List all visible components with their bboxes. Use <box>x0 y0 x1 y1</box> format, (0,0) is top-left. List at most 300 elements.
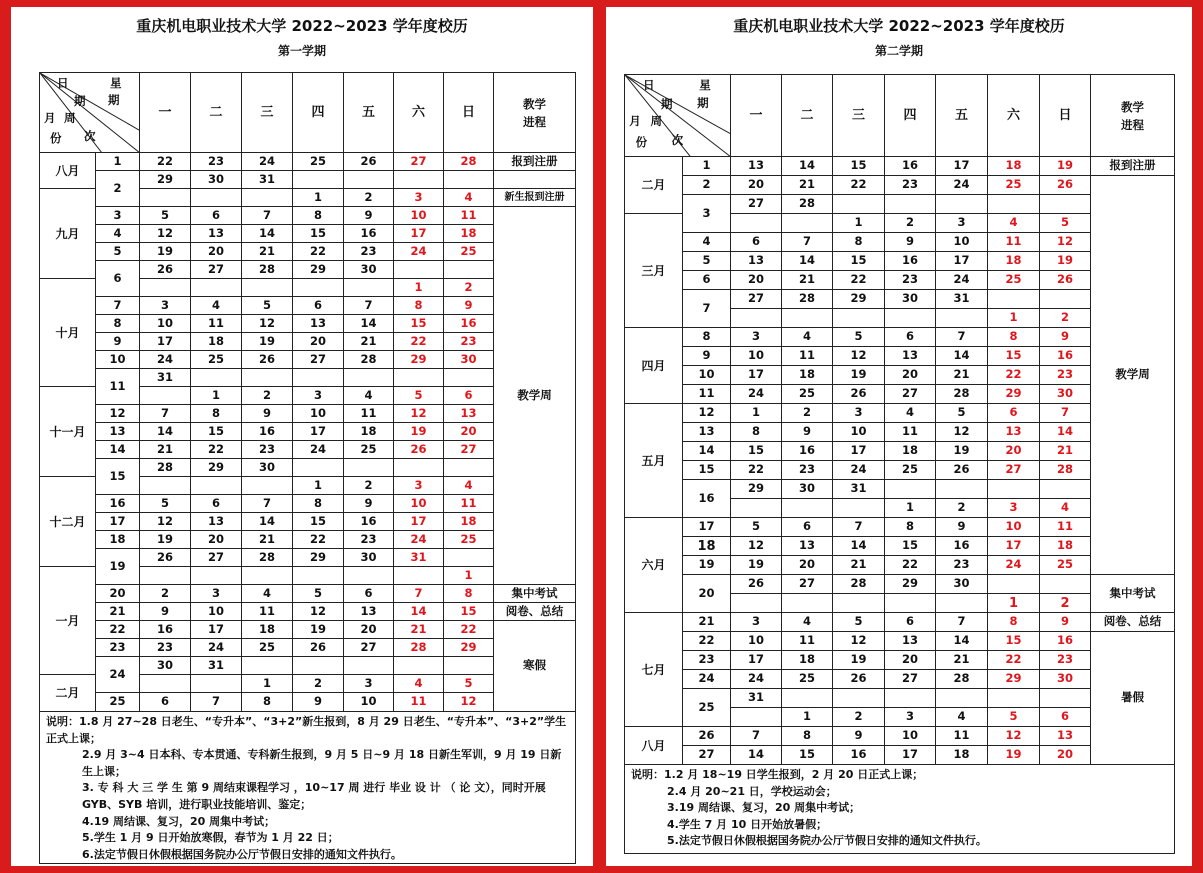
date-cell: 24 <box>293 441 344 459</box>
date-cell: 14 <box>140 423 191 441</box>
week-number-cell: 24 <box>96 657 140 693</box>
date-cell <box>191 675 242 693</box>
date-cell: 27 <box>731 290 782 309</box>
date-cell: 5 <box>731 518 782 537</box>
date-cell <box>293 567 344 585</box>
note-line: 说明：1.8 月 27~28 日老生、“专升本”、“3+2”新生报到，8 月 29 日老生、“专升本”、“3+2”学生正式上课； <box>46 715 567 745</box>
date-cell: 6 <box>191 495 242 513</box>
date-cell <box>833 689 885 708</box>
header-label-qi: 期 <box>661 96 673 111</box>
header-label-ci: 次 <box>84 129 96 144</box>
date-cell: 16 <box>444 315 494 333</box>
date-cell: 3 <box>833 404 885 423</box>
date-cell: 14 <box>936 347 988 366</box>
date-cell: 20 <box>191 243 242 261</box>
date-cell: 19 <box>394 423 444 441</box>
date-cell: 12 <box>242 315 293 333</box>
date-cell <box>731 309 782 328</box>
date-cell: 2 <box>1040 309 1091 328</box>
date-cell: 24 <box>731 670 782 689</box>
date-cell <box>394 567 444 585</box>
date-cell: 25 <box>444 531 494 549</box>
date-cell: 23 <box>242 441 293 459</box>
date-cell <box>140 567 191 585</box>
date-cell: 6 <box>885 328 936 347</box>
date-cell <box>394 459 444 477</box>
date-cell: 24 <box>140 351 191 369</box>
date-cell: 31 <box>140 369 191 387</box>
date-cell: 18 <box>1040 537 1091 556</box>
date-cell: 19 <box>242 333 293 351</box>
note-line: 5.法定节假日休假根据国务院办公厅节假日安排的通知文件执行。 <box>667 834 987 848</box>
date-cell: 10 <box>833 423 885 442</box>
date-cell: 29 <box>988 670 1040 689</box>
date-cell: 26 <box>1040 271 1091 290</box>
date-cell: 27 <box>444 441 494 459</box>
date-cell: 7 <box>242 207 293 225</box>
date-cell: 10 <box>936 233 988 252</box>
date-cell: 1 <box>885 499 936 518</box>
date-cell: 25 <box>191 351 242 369</box>
week-number-cell: 2 <box>96 171 140 207</box>
date-cell: 8 <box>988 613 1040 632</box>
month-cell: 八月 <box>625 727 683 765</box>
date-cell: 13 <box>191 225 242 243</box>
date-cell <box>344 657 394 675</box>
semester-2-subtitle: 第二学期 <box>874 44 923 58</box>
date-cell: 10 <box>731 347 782 366</box>
date-cell: 4 <box>191 297 242 315</box>
date-cell <box>936 309 988 328</box>
date-cell: 6 <box>731 233 782 252</box>
date-cell: 1 <box>833 214 885 233</box>
date-cell: 20 <box>344 621 394 639</box>
date-cell: 17 <box>936 252 988 271</box>
week-number-cell: 1 <box>683 157 731 176</box>
date-cell: 9 <box>293 693 344 712</box>
date-cell: 18 <box>988 157 1040 176</box>
date-cell <box>988 689 1040 708</box>
date-cell: 12 <box>140 513 191 531</box>
date-cell: 27 <box>293 351 344 369</box>
date-cell: 9 <box>344 207 394 225</box>
date-cell: 4 <box>782 613 833 632</box>
date-cell <box>191 189 242 207</box>
date-cell: 10 <box>293 405 344 423</box>
date-cell: 26 <box>833 385 885 404</box>
date-cell <box>444 549 494 567</box>
date-cell <box>885 480 936 499</box>
date-cell: 19 <box>731 556 782 575</box>
progress-header-label: 教学 进程 <box>1121 99 1144 132</box>
date-cell: 15 <box>191 423 242 441</box>
date-cell: 24 <box>242 153 293 171</box>
weekday-header: 日 <box>444 73 494 153</box>
date-cell: 3 <box>731 328 782 347</box>
date-cell: 25 <box>885 461 936 480</box>
date-cell <box>885 689 936 708</box>
week-number-cell: 17 <box>683 518 731 537</box>
week-number-cell: 23 <box>683 651 731 670</box>
semester-1-panel <box>11 7 593 866</box>
date-cell: 31 <box>936 290 988 309</box>
notes-row <box>625 765 1175 854</box>
semester-1-calendar <box>39 72 576 864</box>
date-cell: 4 <box>988 214 1040 233</box>
weekday-header: 二 <box>191 73 242 153</box>
week-number-cell: 9 <box>96 333 140 351</box>
date-cell: 1 <box>988 594 1040 613</box>
week-number-cell: 22 <box>683 632 731 651</box>
date-cell: 21 <box>1040 442 1091 461</box>
date-cell: 31 <box>394 549 444 567</box>
date-cell: 8 <box>782 727 833 746</box>
date-cell <box>782 499 833 518</box>
header-row <box>40 73 576 153</box>
date-cell: 15 <box>731 442 782 461</box>
date-cell: 12 <box>394 405 444 423</box>
date-cell <box>242 279 293 297</box>
date-cell: 26 <box>293 639 344 657</box>
date-cell: 5 <box>988 708 1040 727</box>
week-number-cell: 13 <box>96 423 140 441</box>
date-cell: 18 <box>885 442 936 461</box>
date-cell: 27 <box>885 670 936 689</box>
month-cell: 二月 <box>625 157 683 214</box>
date-cell: 23 <box>444 333 494 351</box>
date-cell: 10 <box>191 603 242 621</box>
date-cell: 23 <box>344 243 394 261</box>
date-cell: 29 <box>293 549 344 567</box>
date-cell: 16 <box>140 621 191 639</box>
date-cell <box>988 480 1040 499</box>
date-cell <box>242 657 293 675</box>
month-cell: 四月 <box>625 328 683 404</box>
note-line: 4.学生 7 月 10 日开始放暑假； <box>667 817 828 831</box>
date-cell: 20 <box>191 531 242 549</box>
weekday-header: 六 <box>988 75 1040 157</box>
date-cell: 18 <box>782 651 833 670</box>
date-cell: 9 <box>242 405 293 423</box>
date-cell <box>344 279 394 297</box>
date-cell <box>293 279 344 297</box>
week-number-cell: 11 <box>96 369 140 405</box>
date-cell: 21 <box>833 556 885 575</box>
date-cell <box>394 171 444 189</box>
date-cell: 17 <box>731 366 782 385</box>
date-cell: 11 <box>394 693 444 712</box>
date-cell: 24 <box>988 556 1040 575</box>
date-cell: 17 <box>394 225 444 243</box>
progress-cell: 集中考试 <box>1091 575 1175 613</box>
date-cell <box>1040 480 1091 499</box>
date-cell <box>936 480 988 499</box>
date-cell: 25 <box>293 153 344 171</box>
week-number-cell: 11 <box>683 385 731 404</box>
date-cell: 21 <box>344 333 394 351</box>
date-cell: 8 <box>444 585 494 603</box>
date-cell: 8 <box>833 233 885 252</box>
date-cell: 8 <box>293 495 344 513</box>
date-cell: 26 <box>936 461 988 480</box>
header-label-zhou: 周 <box>650 114 662 128</box>
date-cell: 11 <box>344 405 394 423</box>
date-cell: 28 <box>782 290 833 309</box>
month-cell: 七月 <box>625 613 683 727</box>
date-cell: 24 <box>936 176 988 195</box>
date-cell <box>833 594 885 613</box>
date-cell: 19 <box>140 531 191 549</box>
date-cell: 9 <box>885 233 936 252</box>
week-number-cell: 15 <box>683 461 731 480</box>
date-cell: 28 <box>394 639 444 657</box>
date-cell: 27 <box>885 385 936 404</box>
date-cell <box>444 171 494 189</box>
date-cell <box>191 567 242 585</box>
date-cell: 16 <box>782 442 833 461</box>
week-number-cell: 7 <box>96 297 140 315</box>
date-cell: 27 <box>394 153 444 171</box>
date-cell: 30 <box>344 261 394 279</box>
week-number-cell: 4 <box>683 233 731 252</box>
date-cell: 11 <box>782 632 833 651</box>
date-cell: 14 <box>833 537 885 556</box>
calendar-row <box>40 603 576 621</box>
date-cell: 15 <box>444 603 494 621</box>
calendar-row <box>625 632 1175 651</box>
note-line: 2.9 月 3~4 日本科、专本贯通、专科新生报到，9 月 5 日~9 月 18 日新生军训，9 月 19 日新生上课； <box>82 748 562 778</box>
calendar-row <box>625 575 1175 594</box>
date-cell: 6 <box>293 297 344 315</box>
date-cell: 12 <box>293 603 344 621</box>
date-cell: 3 <box>885 708 936 727</box>
date-cell: 21 <box>782 271 833 290</box>
date-cell <box>936 689 988 708</box>
date-cell: 30 <box>782 480 833 499</box>
date-cell <box>936 195 988 214</box>
date-cell <box>293 459 344 477</box>
date-cell: 14 <box>782 252 833 271</box>
date-cell: 25 <box>344 441 394 459</box>
date-cell: 23 <box>1040 651 1091 670</box>
date-cell: 8 <box>242 693 293 712</box>
month-cell: 十月 <box>40 279 96 387</box>
date-cell: 27 <box>731 195 782 214</box>
date-cell: 11 <box>1040 518 1091 537</box>
week-number-cell: 4 <box>96 225 140 243</box>
weekday-header: 三 <box>242 73 293 153</box>
date-cell: 9 <box>1040 613 1091 632</box>
date-cell <box>140 189 191 207</box>
date-cell: 14 <box>1040 423 1091 442</box>
progress-cell: 集中考试 <box>494 585 576 603</box>
date-cell: 1 <box>394 279 444 297</box>
progress-header-label: 教学 进程 <box>523 96 546 129</box>
date-cell: 15 <box>782 746 833 765</box>
progress-cell: 暑假 <box>1091 632 1175 765</box>
date-cell: 22 <box>885 556 936 575</box>
week-number-cell: 15 <box>96 459 140 495</box>
date-cell: 31 <box>242 171 293 189</box>
date-cell: 12 <box>833 347 885 366</box>
date-cell: 7 <box>140 405 191 423</box>
date-cell <box>1040 195 1091 214</box>
date-cell: 25 <box>988 271 1040 290</box>
date-cell <box>1040 290 1091 309</box>
semester-2-calendar <box>624 74 1175 854</box>
date-cell: 3 <box>140 297 191 315</box>
date-cell: 5 <box>140 495 191 513</box>
date-cell: 29 <box>833 290 885 309</box>
header-label-qi: 期 <box>74 94 86 109</box>
date-cell: 4 <box>344 387 394 405</box>
date-cell: 18 <box>444 225 494 243</box>
weekday-header: 四 <box>293 73 344 153</box>
date-cell <box>191 369 242 387</box>
date-cell: 10 <box>140 315 191 333</box>
weekday-header: 日 <box>1040 75 1091 157</box>
date-cell: 1 <box>293 477 344 495</box>
date-cell: 24 <box>731 385 782 404</box>
date-cell: 9 <box>833 727 885 746</box>
date-cell: 9 <box>936 518 988 537</box>
date-cell: 8 <box>731 423 782 442</box>
progress-cell: 阅卷、总结 <box>494 603 576 621</box>
note-line: 说明：1.2 月 18~19 日学生报到，2 月 20 日正式上课； <box>631 768 924 781</box>
week-number-cell: 10 <box>683 366 731 385</box>
progress-cell: 阅卷、总结 <box>1091 613 1175 632</box>
date-cell: 16 <box>1040 347 1091 366</box>
date-cell: 25 <box>444 243 494 261</box>
date-cell: 3 <box>731 613 782 632</box>
date-cell <box>1040 689 1091 708</box>
date-cell: 25 <box>988 176 1040 195</box>
date-cell: 21 <box>782 176 833 195</box>
date-cell: 6 <box>782 518 833 537</box>
calendar-row <box>625 613 1175 632</box>
date-cell: 6 <box>344 585 394 603</box>
date-cell: 15 <box>833 252 885 271</box>
date-cell: 18 <box>988 252 1040 271</box>
progress-cell: 报到注册 <box>494 153 576 171</box>
date-cell: 26 <box>140 261 191 279</box>
date-cell: 21 <box>242 531 293 549</box>
date-cell: 13 <box>731 252 782 271</box>
week-number-cell: 25 <box>683 689 731 727</box>
date-cell: 15 <box>885 537 936 556</box>
date-cell: 16 <box>885 157 936 176</box>
date-cell: 23 <box>782 461 833 480</box>
date-cell: 12 <box>988 727 1040 746</box>
date-cell <box>833 195 885 214</box>
week-number-cell: 20 <box>96 585 140 603</box>
header-label-fen: 份 <box>635 134 648 149</box>
weekday-header: 四 <box>885 75 936 157</box>
week-number-cell: 13 <box>683 423 731 442</box>
date-cell: 31 <box>191 657 242 675</box>
week-number-cell: 5 <box>96 243 140 261</box>
date-cell: 7 <box>1040 404 1091 423</box>
date-cell: 5 <box>293 585 344 603</box>
date-cell: 7 <box>242 495 293 513</box>
date-cell: 20 <box>731 271 782 290</box>
diagonal-header-cell <box>625 75 731 157</box>
note-line: 4.19 周结课、复习，20 周集中考试； <box>82 814 276 828</box>
month-cell: 六月 <box>625 518 683 613</box>
calendar-row <box>40 207 576 225</box>
weekday-header: 五 <box>344 73 394 153</box>
date-cell: 3 <box>988 499 1040 518</box>
date-cell: 3 <box>394 477 444 495</box>
week-number-cell: 23 <box>96 639 140 657</box>
week-number-cell: 27 <box>683 746 731 765</box>
progress-cell: 教学周 <box>1091 176 1175 575</box>
week-number-cell: 3 <box>683 195 731 233</box>
date-cell: 28 <box>344 351 394 369</box>
date-cell <box>782 309 833 328</box>
date-cell: 11 <box>444 207 494 225</box>
date-cell: 27 <box>988 461 1040 480</box>
week-number-cell: 3 <box>96 207 140 225</box>
weekday-header: 六 <box>394 73 444 153</box>
date-cell <box>782 594 833 613</box>
date-cell: 19 <box>833 366 885 385</box>
date-cell: 19 <box>293 621 344 639</box>
week-number-cell: 14 <box>96 441 140 459</box>
date-cell: 4 <box>936 708 988 727</box>
week-number-cell: 19 <box>96 549 140 585</box>
date-cell: 28 <box>242 261 293 279</box>
date-cell: 10 <box>885 727 936 746</box>
weekday-header: 一 <box>731 75 782 157</box>
date-cell: 6 <box>885 613 936 632</box>
date-cell: 26 <box>394 441 444 459</box>
date-cell <box>344 567 394 585</box>
date-cell: 29 <box>293 261 344 279</box>
week-number-cell: 12 <box>96 405 140 423</box>
date-cell: 13 <box>344 603 394 621</box>
date-cell <box>885 195 936 214</box>
date-cell <box>833 499 885 518</box>
date-cell <box>242 477 293 495</box>
date-cell: 15 <box>293 225 344 243</box>
date-cell: 17 <box>885 746 936 765</box>
date-cell: 17 <box>293 423 344 441</box>
note-line: 3. 专 科 大 三 学 生 第 9 周结束课程学习 ，10~17 周 进行 毕业 设 计 （ 论 文），同时开展 GYB、SYB 培训，进行职业技能培训、鉴定； <box>82 781 546 811</box>
date-cell: 6 <box>444 387 494 405</box>
date-cell: 19 <box>833 651 885 670</box>
date-cell: 8 <box>293 207 344 225</box>
month-cell: 八月 <box>40 153 96 189</box>
date-cell: 17 <box>833 442 885 461</box>
date-cell: 18 <box>782 366 833 385</box>
calendar-row <box>40 171 576 189</box>
week-number-cell: 2 <box>683 176 731 195</box>
date-cell: 15 <box>394 315 444 333</box>
date-cell <box>394 261 444 279</box>
date-cell: 23 <box>885 271 936 290</box>
date-cell <box>936 594 988 613</box>
date-cell: 7 <box>936 328 988 347</box>
date-cell: 9 <box>1040 328 1091 347</box>
date-cell <box>731 594 782 613</box>
weekday-header: 一 <box>140 73 191 153</box>
date-cell: 24 <box>191 639 242 657</box>
week-number-cell: 14 <box>683 442 731 461</box>
notes-row <box>40 712 576 864</box>
date-cell: 19 <box>1040 252 1091 271</box>
week-number-cell: 1 <box>96 153 140 171</box>
